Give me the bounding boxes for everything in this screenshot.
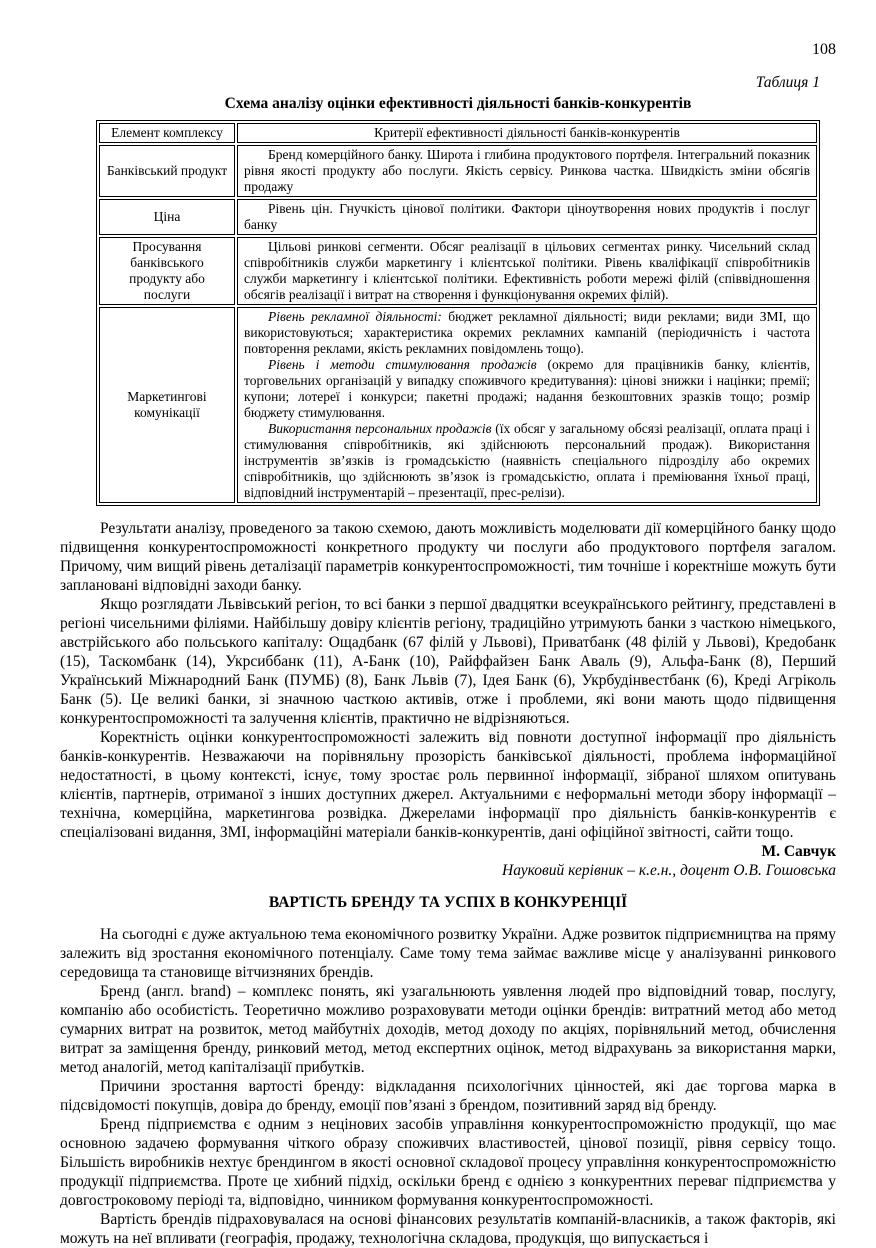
author-name: М. Савчук: [761, 843, 836, 860]
criteria-paragraph: [244, 421, 810, 501]
criteria-rest: (їх обсяг у загальному обсязі реалізації, оплата праці і стимулювання співробітників, які здійснюють персональний продаж). Використання інструментів зв’язків із громадськістю (наявність спеціального підрозділу або окремих співробітників, що здійснюють зв’язок із громадськістю, оплата і преміювання їхньої праці, відповідний інструментарій – презентації, прес-релізи).: [244, 421, 810, 500]
criteria-rest: (окремо для працівників банку, клієнтів, торговельних організацій у випадку споживчого кредитування): цінові знижки і націнки; премії; купони; лотереї і конкурси; пакетні продажі; надання безкоштовних зразків тощо; розмір бюджету стимулювання.: [244, 357, 811, 420]
paragraph: Причини зростання вартості бренду: відкладання психологічних цінностей, які дає торгова марка в підсвідомості покупців, довіра до бренду, емоції пов’язані з брендом, позитивний заряд від бренду.: [60, 1078, 836, 1114]
criteria-lead-italic: Використання персональних продажів: [268, 421, 492, 436]
page-number: 108: [812, 41, 836, 58]
row-criteria-price: Рівень цін. Гнучкість цінової політики. Фактори ціноутворення нових продуктів і послуг банку: [237, 199, 817, 235]
criteria-lead-italic: Рівень рекламної діяльності:: [268, 309, 442, 324]
table-row: [99, 237, 817, 305]
paragraph: Бренд (англ. brand) – комплекс понять, які узагальнюють уявлення людей про відповідний товар, послугу, компанію або особистість. Теоретично можливо розраховувати методи оцінки брендів: витратний метод або метод сумарних витрат на розвиток, метод майбутніх доходів, метод доходу по акціях, порівняльний метод, обчислення витрат за заміщення бренду, ринковий метод, метод експертних оцінок, метод відрахувань за використання марки, метод аналогій, метод капіталізації прибутків.: [60, 983, 836, 1076]
criteria-paragraph: [244, 309, 810, 357]
paragraph: Результати аналізу, проведеного за такою схемою, дають можливість моделювати дії комерційного банку щодо підвищення конкурентоспроможності конкретного продукту чи послуги або продуктового портфеля загалом. Причому, чим вищий рівень деталізації параметрів конкурентоспроможності, тим точніше і коректніше можуть бути заплановані відповідні заходи банку.: [60, 520, 836, 594]
header-cell-criteria: Критерії ефективності діяльності банків-конкурентів: [237, 123, 817, 143]
section-title: ВАРТІСТЬ БРЕНДУ ТА УСПІХ В КОНКУРЕНЦІЇ: [268, 894, 628, 911]
row-element-marketing-communications: Маркетингові комунікації: [99, 307, 235, 503]
row-criteria-bank-product: Бренд комерційного банку. Широта і глибина продуктового портфеля. Інтегральний показник рівня якості продукту або послуги. Якість сервісу. Ринкова частка. Швидкість зміни обсягів продажу: [237, 145, 817, 197]
table-title: Схема аналізу оцінки ефективності діяльності банків-конкурентів: [224, 95, 692, 112]
paragraph: Коректність оцінки конкурентоспроможності залежить від повноти доступної інформації про діяльність банків-конкурентів. Незважаючи на порівняльну прозорість банківської діяльності, проблема інформаційної недостатності, в цьому контексті, існує, тому зростає роль первинної інформації, зібраної шляхом опитувань клієнтів, партнерів, отриманої з інших доступних джерел. Актуальними є неформальні методи збору інформації – технічна, комерційна, маркетингова розвідка. Джерелами інформації про діяльність банків-конкурентів є спеціалізовані видання, ЗМІ, інформаційні матеріали банків-конкурентів, дані офіційної звітності, сайти тощо.: [60, 729, 836, 841]
row-element-promotion: Просування банківського продукту або послуги: [99, 237, 235, 305]
row-element-price: Ціна: [99, 199, 235, 235]
criteria-rest: бюджет рекламної діяльності; види реклами; види ЗМІ, що використовуються; характеристика окремих рекламних кампаній (періодичність і частота повторення реклами, якість рекламних повідомлень тощо).: [244, 309, 810, 356]
paragraph: Якщо розглядати Львівський регіон, то всі банки з першої двадцятки всеукраїнського рейтингу, представлені в регіоні чисельними філіями. Найбільшу довіру клієнтів регіону, традиційно утримують банки з часткою німецького, австрійського або польського капіталу: Ощадбанк (67 філій у Львові), Приватбанк (48 філій у Львові), Кредобанк (15), Таскомбанк (14), Укрсиббанк (11), А-Банк (10), Райффайзен Банк Аваль (9), Альфа-Банк (8), Перший Український Міжнародний Банк (ПУМБ) (8), Банк Львів (7), Ідея Банк (6), Укрбудінвестбанк (6), Креді Агріколь Банк (5). Це великі банки, зі значною часткою активів, отже і проблеми, які вони мають щодо підвищення конкурентоспроможності та залучення клієнтів, практично не відрізняються.: [60, 596, 836, 727]
table-row: [99, 199, 817, 235]
criteria-lead-italic: Рівень і методи стимулювання продажів: [268, 357, 537, 372]
table-block: [96, 73, 820, 506]
table-header-row: [99, 123, 817, 143]
paragraph: Вартість брендів підраховувалася на основі фінансових результатів компаній-власників, а також факторів, які можуть на неї впливати (географія, продажу, технологічна складова, продукція, що випускається і: [60, 1211, 836, 1247]
paragraph: Бренд підприємства є одним з нецінових засобів управління конкурентоспроможністю продукції, що має основною задачею формування чіткого образу споживчих властивостей, цінової позиції, рівня сервісу тощо. Більшість виробників нехтує брендингом в якості основної складової процесу управління конкурентоспроможністю продукції підприємства. Проте це хибний підхід, оскільки бренд є однією з конкурентних переваг підприємства у довгостроковому періоді та, відповідно, чинником формування конкурентоспроможності.: [60, 1116, 836, 1209]
table-row: [99, 145, 817, 197]
criteria-paragraph: [244, 357, 810, 421]
header-cell-element: Елемент комплексу: [99, 123, 235, 143]
row-criteria-promotion: Цільові ринкові сегменти. Обсяг реалізації в цільових сегментах ринку. Чисельний склад співробітників служби маркетингу і клієнтської політики. Рівень кваліфікації співробітників служби маркетингу і клієнтської політики. Ефективність роботи мережі філій (співвідношення обсягів реалізації і витрат на створення і функціонування окремих філій).: [237, 237, 817, 305]
analysis-table: [96, 120, 820, 506]
article-brand-value: [60, 893, 836, 1248]
scientific-advisor: Науковий керівник – к.е.н., доцент О.В. Гошовська: [502, 862, 836, 879]
paragraph: На сьогодні є дуже актуальною тема економічного розвитку України. Адже розвиток підприємництва на пряму залежить від зростання економічного потенціалу. Саме тому тема займає важливе місце у аналізуванні ринкового середовища та становище вітчизняних брендів.: [60, 926, 836, 981]
row-element-bank-product: Банківський продукт: [99, 145, 235, 197]
table-row: [99, 307, 817, 503]
table-caption: Таблиця 1: [755, 74, 820, 91]
row-criteria-marketing-communications: [237, 307, 817, 503]
article-bank-competitors: [60, 519, 836, 880]
